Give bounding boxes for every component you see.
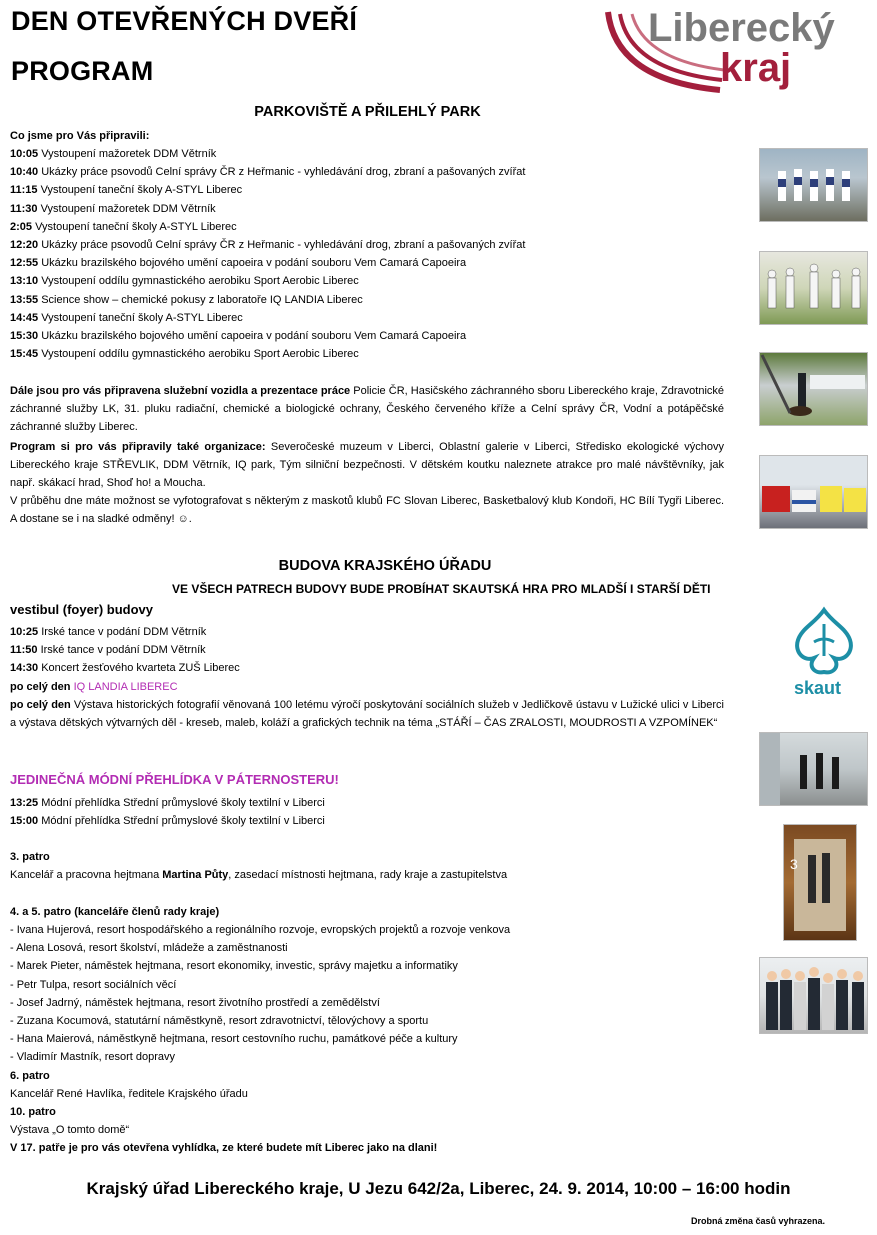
- parking-schedule-item: [10, 200, 216, 218]
- majorettes-figures-icon: [760, 149, 867, 221]
- parking-schedule-item: [10, 218, 237, 236]
- council-member-item: - Zuzana Kocumová, statutární náměstkyně, resort zdravotnictví, tělovýchovy a sportu: [10, 1015, 429, 1027]
- vehicles-bold: Dále jsou pro vás připravena služební vozidla a prezentace práce: [10, 385, 351, 397]
- parking-schedule-time: 11:30: [10, 202, 38, 215]
- parking-schedule-item: [10, 254, 466, 272]
- majorettes-photo: [759, 148, 868, 222]
- foyer-schedule-time: 11:50: [10, 644, 38, 656]
- building-subheading: VE VŠECH PATRECH BUDOVY BUDE PROBÍHAT SKAUTSKÁ HRA PRO MLADŠÍ I STARŠÍ DĚTI: [172, 582, 711, 596]
- parking-schedule-time: 13:10: [10, 275, 39, 288]
- floor45-title: 4. a 5. patro (kanceláře členů rady kraje): [10, 906, 220, 918]
- skaut-logo-text: skaut: [794, 678, 842, 698]
- parking-schedule-time: 10:40: [10, 166, 39, 179]
- parking-schedule-time: 14:45: [10, 311, 39, 324]
- parking-schedule-text: Ukázky práce psovodů Celní správy ČR z Heřmanic - vyhledávání drog, zbraní a pašovaných zvířat: [38, 166, 526, 179]
- foyer-schedule-time: 10:25: [10, 626, 39, 638]
- parking-intro: Co jsme pro Vás připravili:: [10, 130, 150, 142]
- parking-schedule-text: Vystoupení mažoretek DDM Větrník: [37, 202, 216, 215]
- allday-label-1: po celý den: [10, 681, 71, 693]
- title-line-2: PROGRAM: [11, 56, 154, 86]
- floor10-text: Výstava „O tomto domě“: [10, 1124, 130, 1136]
- orgs-text: Severočeské muzeum v Liberci, Oblastní galerie v Liberci, Středisko ekologické výchovy Libereckého kraje STŘEVLIK, DDM Větrník, IQ park, Tým silniční bezpečnosti. V dětském koutku naleznete atrakce pro malé návštěvníky, jak např. skákací hrad, Shoď ho! a Moucha.: [10, 441, 725, 489]
- dog-handler-icon: [760, 353, 867, 425]
- paternoster-icon: [784, 825, 856, 940]
- council-member-item: - Alena Losová, resort školství, mládeže a zaměstnanosti: [10, 942, 288, 955]
- exhibition-paragraph: [10, 696, 724, 732]
- parking-schedule-time: 10:05: [10, 148, 39, 160]
- foyer-schedule-text: Irské tance v podání DDM Větrník: [38, 626, 207, 638]
- dog-handler-photo: [759, 352, 868, 426]
- rescue-vehicles-photo: [759, 455, 868, 529]
- foyer-title: vestibul (foyer) budovy: [10, 602, 154, 617]
- vehicles-text: Policie ČR, Hasičského záchranného sboru Libereckého kraje, Zdravotnické záchranné služby LK, 31. pluku radiační, chemické a biologické ochrany, Českého červeného kříže a Celní správy ČR, Vodní a potápěčské záchranné služby Liberec.: [10, 385, 725, 433]
- allday-label-2: po celý den: [10, 699, 71, 711]
- parking-schedule-time: 12:55: [10, 257, 39, 270]
- fashion-schedule-text: Módní přehlídka Střední průmyslové školy textilní v Liberci: [38, 815, 325, 827]
- logo-text-line-2: kraj: [720, 46, 792, 90]
- floor3-text: [10, 866, 507, 884]
- council-member-item: - Vladimír Mastník, resort dopravy: [10, 1051, 176, 1064]
- aerobic-figures-icon: [760, 252, 867, 324]
- parking-schedule-item: [10, 163, 525, 181]
- parking-schedule-time: 15:30: [10, 330, 39, 342]
- parking-schedule-text: Vystoupení oddílu gymnastického aerobiku Sport Aerobic Liberec: [38, 348, 359, 361]
- parking-schedule-item: [10, 272, 359, 290]
- foyer-schedule-time: 14:30: [10, 662, 39, 674]
- footer-note: Drobná změna časů vyhrazena.: [691, 1216, 826, 1226]
- title-line-1: DEN OTEVŘENÝCH DVEŘÍ: [11, 6, 358, 36]
- fashion-schedule-time: 15:00: [10, 815, 39, 827]
- skaut-lily-icon: [788, 606, 860, 676]
- skaut-logo: [788, 606, 860, 702]
- parking-schedule-text: Ukázky práce psovodů Celní správy ČR z Heřmanic - vyhledávání drog, zbraní a pašovaných zvířat: [38, 239, 526, 251]
- fashion-title: JEDINEČNÁ MÓDNÍ PŘEHLÍDKA V PÁTERNOSTERU!: [10, 772, 339, 787]
- foyer-schedule-item: [10, 623, 206, 641]
- governor-name: Martina Půty: [162, 869, 229, 881]
- footer-address: Krajský úřad Libereckého kraje, U Jezu 642/2a, Liberec, 24. 9. 2014, 10:00 – 16:00 hodin: [86, 1179, 791, 1198]
- iq-landia-link[interactable]: IQ LANDIA LIBEREC: [73, 681, 178, 693]
- parking-schedule-item: [10, 181, 242, 199]
- irish-dance-photo: [759, 732, 868, 806]
- paternoster-photo: [783, 824, 857, 941]
- foyer-schedule-item: [10, 659, 240, 677]
- svg-text:3: 3: [790, 856, 798, 872]
- parking-schedule-time: 12:20: [10, 239, 39, 251]
- parking-schedule-time: 11:15: [10, 184, 38, 197]
- parking-schedule-text: Vystoupení taneční školy A-STYL Liberec: [38, 311, 243, 324]
- orgs-paragraph: [10, 438, 724, 492]
- foyer-schedule-item: [10, 641, 206, 659]
- floor6-text: Kancelář René Havlíka, ředitele Krajského úřadu: [10, 1088, 248, 1100]
- parking-schedule-time: 15:45: [10, 348, 39, 361]
- parking-schedule-time: 2:05: [10, 220, 33, 233]
- floor3-text-a: Kancelář a pracovna hejtmana: [10, 869, 163, 881]
- floor3-text-b: , zasedací místnosti hejtmana, rady kraje a zastupitelstva: [228, 869, 508, 881]
- council-member-item: - Ivana Hujerová, resort hospodářského a regionálního rozvoje, evropských projektů a rozvoje venkova: [10, 924, 511, 936]
- floor6-title: 6. patro: [10, 1070, 50, 1082]
- council-member-item: - Marek Pieter, náměstek hejtmana, resort ekonomiky, investic, správy majetku a informatiky: [10, 960, 458, 973]
- foyer-schedule-text: Irské tance v podání DDM Větrník: [37, 644, 206, 656]
- allday-iq-landia: [10, 678, 178, 696]
- parking-schedule-item: [10, 145, 216, 163]
- council-member-item: - Petr Tulpa, resort sociálních věcí: [10, 978, 177, 991]
- fashion-schedule-item: [10, 794, 325, 812]
- floor17-text: V 17. patře je pro vás otevřena vyhlídka, ze které budete mít Liberec jako na dlani!: [10, 1142, 438, 1154]
- council-photo: [759, 957, 868, 1034]
- parking-schedule-text: Vystoupení mažoretek DDM Větrník: [38, 148, 217, 160]
- floor3-title: 3. patro: [10, 851, 50, 863]
- council-member-item: - Josef Jadrný, náměstek hejtmana, resort životního prostředí a zemědělství: [10, 996, 380, 1009]
- vehicles-paragraph: [10, 382, 724, 436]
- liberecky-kraj-logo: [602, 6, 838, 98]
- exhibition-text: Výstava historických fotografií věnovaná 100 letému výročí poskytování sociálních služeb v Jedličkově ústavu v Lužické ulici v Liberci a výstava dětských výtvarných děl - kreseb, maleb, koláží a grafických technik na téma „STÁŘÍ – ČAS ZRALOSTI, MOUDROSTI A VZPOMÍNEK“: [10, 699, 724, 729]
- council-group-icon: [760, 958, 867, 1033]
- irish-dance-icon: [760, 733, 867, 805]
- parking-schedule-time: 13:55: [10, 293, 39, 306]
- mascots-paragraph: V průběhu dne máte možnost se vyfotografovat s některým z maskotů klubů FC Slovan Liberec, Basketbalový klub Kondoři, HC Bílí Tygři Liberec. A dostane se i na sladké odměny! ☺.: [10, 495, 724, 525]
- foyer-schedule-text: Koncert žesťového kvarteta ZUŠ Liberec: [38, 662, 240, 674]
- parking-schedule-text: Science show – chemické pokusy z laboratoře IQ LANDIA Liberec: [38, 293, 363, 306]
- parking-heading: PARKOVIŠTĚ A PŘILEHLÝ PARK: [254, 104, 481, 120]
- parking-schedule-item: [10, 345, 359, 363]
- council-member-item: - Hana Maierová, náměstkyně hejtmana, resort cestovního ruchu, památkové péče a kultury: [10, 1033, 458, 1046]
- logo-text-line-1: Liberecký: [648, 6, 835, 50]
- parking-schedule-text: Ukázku brazilského bojového umění capoeira v podání souboru Vem Camará Capoeira: [38, 257, 467, 270]
- parking-schedule-text: Vystoupení taneční školy A-STYL Liberec: [32, 220, 237, 233]
- fashion-schedule-text: Módní přehlídka Střední průmyslové školy textilní v Liberci: [38, 797, 325, 809]
- parking-schedule-text: Vystoupení taneční školy A-STYL Liberec: [37, 184, 243, 197]
- parking-schedule-item: [10, 309, 243, 327]
- parking-schedule-item: [10, 327, 466, 345]
- floor10-title: 10. patro: [10, 1106, 56, 1118]
- building-heading: BUDOVA KRAJSKÉHO ÚŘADU: [278, 558, 492, 574]
- parking-schedule-text: Vystoupení oddílu gymnastického aerobiku Sport Aerobic Liberec: [38, 275, 359, 288]
- aerobic-photo: [759, 251, 868, 325]
- parking-schedule-text: Ukázku brazilského bojového umění capoeira v podání souboru Vem Camará Capoeira: [38, 330, 467, 342]
- parking-schedule-item: [10, 291, 363, 309]
- parking-schedule-item: [10, 236, 525, 254]
- fashion-schedule-time: 13:25: [10, 797, 39, 809]
- orgs-bold: Program si pro vás připravily také organizace:: [10, 441, 266, 453]
- fashion-schedule-item: [10, 812, 325, 830]
- rescue-vehicles-icon: [760, 456, 867, 528]
